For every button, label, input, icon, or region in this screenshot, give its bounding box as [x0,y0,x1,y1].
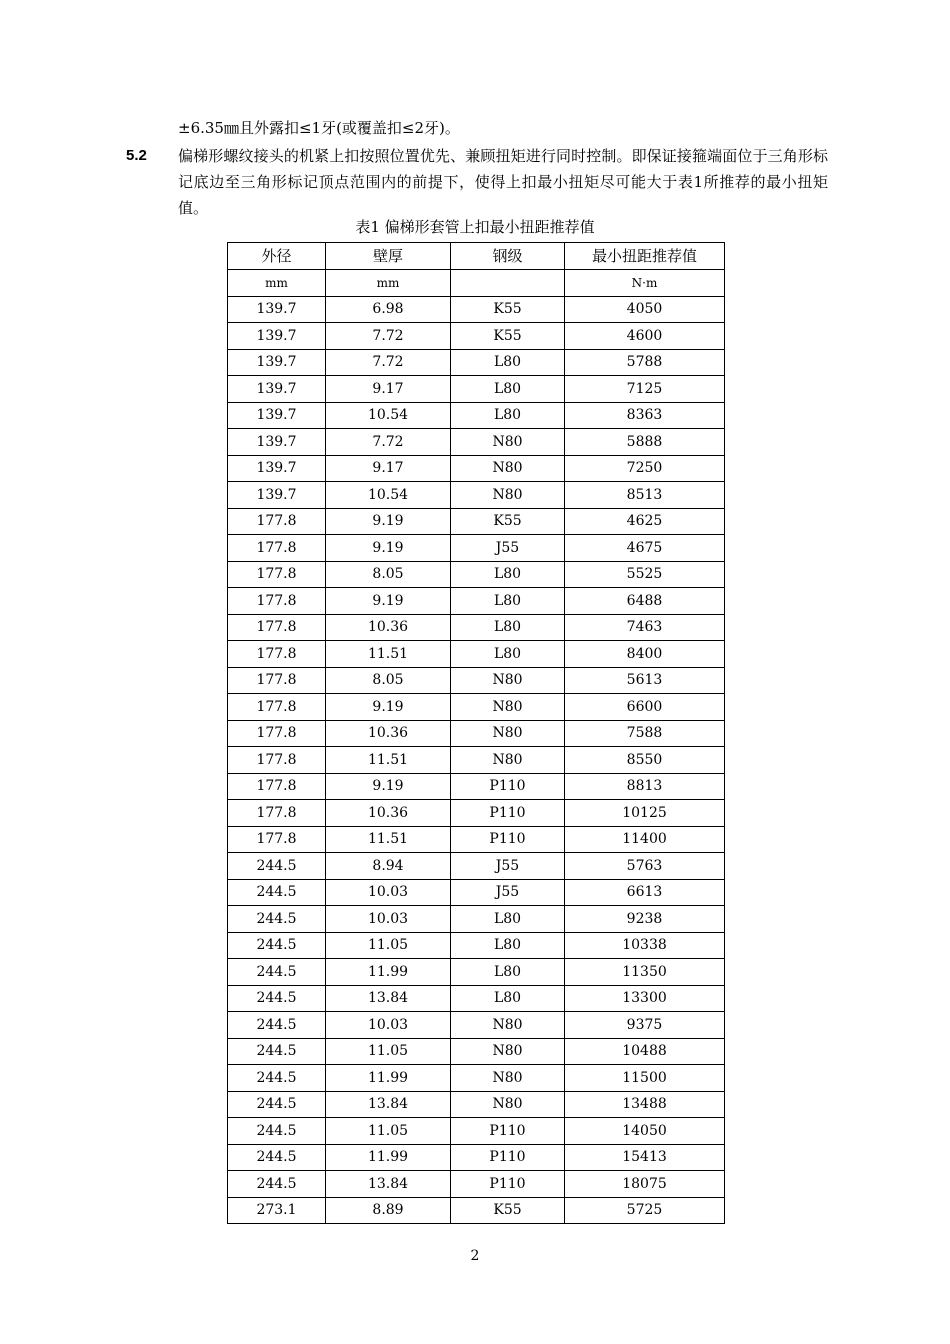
unit-outer-diameter: mm [228,270,326,297]
cell-outer-diameter: 244.5 [228,879,326,906]
cell-wall-thickness: 11.05 [326,1118,451,1145]
table-row [228,747,725,774]
cell-outer-diameter: 139.7 [228,296,326,323]
cell-steel-grade: L80 [451,349,565,376]
torque-table [227,242,725,1224]
cell-min-torque: 15413 [565,1144,725,1171]
table-row [228,906,725,933]
cell-wall-thickness: 10.03 [326,1012,451,1039]
table-row [228,455,725,482]
cell-outer-diameter: 244.5 [228,985,326,1012]
page-number: 2 [470,1248,480,1264]
cell-min-torque: 14050 [565,1118,725,1145]
table-row [228,588,725,615]
cell-steel-grade: N80 [451,1038,565,1065]
cell-steel-grade: P110 [451,773,565,800]
cell-wall-thickness: 8.05 [326,667,451,694]
cell-steel-grade: K55 [451,323,565,350]
cell-steel-grade: N80 [451,694,565,721]
cell-min-torque: 9375 [565,1012,725,1039]
cell-outer-diameter: 244.5 [228,1091,326,1118]
cell-outer-diameter: 177.8 [228,508,326,535]
table-row [228,349,725,376]
cell-wall-thickness: 9.17 [326,455,451,482]
table-row [228,1012,725,1039]
cell-outer-diameter: 244.5 [228,1118,326,1145]
cell-wall-thickness: 9.19 [326,508,451,535]
cell-min-torque: 11500 [565,1065,725,1092]
unit-steel-grade [451,270,565,297]
table-row [228,1038,725,1065]
header-wall-thickness: 壁厚 [326,243,451,270]
cell-min-torque: 4600 [565,323,725,350]
cell-steel-grade: L80 [451,959,565,986]
unit-wall-thickness: mm [326,270,451,297]
cell-wall-thickness: 9.17 [326,376,451,403]
cell-steel-grade: L80 [451,614,565,641]
cell-steel-grade: N80 [451,720,565,747]
cell-wall-thickness: 11.51 [326,747,451,774]
table-row [228,853,725,880]
cell-steel-grade: J55 [451,853,565,880]
cell-outer-diameter: 177.8 [228,588,326,615]
table-row [228,535,725,562]
cell-outer-diameter: 244.5 [228,959,326,986]
cell-outer-diameter: 139.7 [228,455,326,482]
table-row [228,376,725,403]
cell-min-torque: 5788 [565,349,725,376]
header-min-torque: 最小扭距推荐值 [565,243,725,270]
cell-outer-diameter: 139.7 [228,402,326,429]
table-row [228,1065,725,1092]
table-row [228,667,725,694]
cell-wall-thickness: 11.99 [326,1065,451,1092]
cell-wall-thickness: 11.99 [326,959,451,986]
cell-outer-diameter: 139.7 [228,323,326,350]
table-row [228,800,725,827]
cell-min-torque: 13488 [565,1091,725,1118]
cell-wall-thickness: 9.19 [326,588,451,615]
cell-steel-grade: K55 [451,508,565,535]
cell-outer-diameter: 177.8 [228,773,326,800]
section-5-2 [126,143,836,221]
cell-outer-diameter: 177.8 [228,747,326,774]
cell-min-torque: 10125 [565,800,725,827]
header-outer-diameter: 外径 [228,243,326,270]
cell-outer-diameter: 177.8 [228,694,326,721]
cell-outer-diameter: 139.7 [228,349,326,376]
cell-outer-diameter: 244.5 [228,1171,326,1198]
cell-steel-grade: P110 [451,1118,565,1145]
cell-min-torque: 8363 [565,402,725,429]
cell-min-torque: 6613 [565,879,725,906]
cell-steel-grade: L80 [451,906,565,933]
cell-min-torque: 7588 [565,720,725,747]
cell-wall-thickness: 9.19 [326,694,451,721]
cell-steel-grade: N80 [451,1091,565,1118]
cell-wall-thickness: 9.19 [326,773,451,800]
cell-min-torque: 4625 [565,508,725,535]
table-row [228,561,725,588]
section-text: 偏梯形螺纹接头的机紧上扣按照位置优先、兼顾扭矩进行同时控制。即保证接箍端面位于三角形标记底边至三角形标记顶点范围内的前提下，使得上扣最小扭矩尽可能大于表1所推荐的最小扭矩值。 [178,147,828,217]
cell-wall-thickness: 8.94 [326,853,451,880]
cell-min-torque: 7250 [565,455,725,482]
table-row [228,1118,725,1145]
table-row [228,1197,725,1224]
cell-steel-grade: P110 [451,1144,565,1171]
cell-steel-grade: P110 [451,800,565,827]
cell-min-torque: 11400 [565,826,725,853]
table-row [228,879,725,906]
cell-outer-diameter: 177.8 [228,667,326,694]
table-row [228,323,725,350]
table-header-row [228,243,725,270]
cell-min-torque: 6488 [565,588,725,615]
table-row [228,482,725,509]
cell-wall-thickness: 10.03 [326,879,451,906]
cell-steel-grade: L80 [451,376,565,403]
table-row [228,959,725,986]
cell-outer-diameter: 244.5 [228,1012,326,1039]
cell-steel-grade: P110 [451,1171,565,1198]
cell-outer-diameter: 177.8 [228,641,326,668]
cell-steel-grade: N80 [451,667,565,694]
table-row [228,508,725,535]
table-row [228,1144,725,1171]
cell-wall-thickness: 8.89 [326,1197,451,1224]
cell-min-torque: 8400 [565,641,725,668]
cell-steel-grade: P110 [451,826,565,853]
table-row [228,641,725,668]
cell-outer-diameter: 139.7 [228,429,326,456]
cell-steel-grade: N80 [451,1065,565,1092]
cell-outer-diameter: 177.8 [228,561,326,588]
cell-min-torque: 7125 [565,376,725,403]
table-row [228,1171,725,1198]
cell-outer-diameter: 273.1 [228,1197,326,1224]
cell-wall-thickness: 13.84 [326,985,451,1012]
cell-outer-diameter: 177.8 [228,535,326,562]
cell-min-torque: 8813 [565,773,725,800]
cell-steel-grade: L80 [451,932,565,959]
cell-wall-thickness: 11.99 [326,1144,451,1171]
cell-wall-thickness: 11.51 [326,641,451,668]
cell-wall-thickness: 11.05 [326,1038,451,1065]
cell-wall-thickness: 10.54 [326,482,451,509]
section-number: 5.2 [126,147,147,164]
cell-min-torque: 7463 [565,614,725,641]
cell-wall-thickness: 6.98 [326,296,451,323]
table-row [228,720,725,747]
cell-outer-diameter: 244.5 [228,1038,326,1065]
cell-wall-thickness: 13.84 [326,1171,451,1198]
cell-steel-grade: K55 [451,296,565,323]
cell-wall-thickness: 11.51 [326,826,451,853]
table-row [228,429,725,456]
cell-min-torque: 5613 [565,667,725,694]
cell-min-torque: 6600 [565,694,725,721]
cell-outer-diameter: 244.5 [228,1065,326,1092]
cell-min-torque: 13300 [565,985,725,1012]
cell-outer-diameter: 244.5 [228,906,326,933]
cell-steel-grade: N80 [451,1012,565,1039]
table-row [228,402,725,429]
cell-steel-grade: N80 [451,429,565,456]
cell-steel-grade: N80 [451,482,565,509]
cell-wall-thickness: 13.84 [326,1091,451,1118]
cell-outer-diameter: 244.5 [228,932,326,959]
table-row [228,614,725,641]
cell-steel-grade: N80 [451,747,565,774]
table-row [228,932,725,959]
cell-outer-diameter: 177.8 [228,614,326,641]
cell-steel-grade: N80 [451,455,565,482]
cell-wall-thickness: 10.54 [326,402,451,429]
cell-min-torque: 8513 [565,482,725,509]
cell-wall-thickness: 10.36 [326,800,451,827]
cell-steel-grade: L80 [451,588,565,615]
cell-min-torque: 5525 [565,561,725,588]
cell-min-torque: 10338 [565,932,725,959]
cell-wall-thickness: 10.03 [326,906,451,933]
table-caption: 表1 偏梯形套管上扣最小扭距推荐值 [355,218,595,236]
cell-min-torque: 18075 [565,1171,725,1198]
paragraph-continuation: ±6.35㎜且外露扣≤1牙(或覆盖扣≤2牙)。 [178,119,460,137]
table-row [228,985,725,1012]
cell-steel-grade: L80 [451,641,565,668]
cell-wall-thickness: 9.19 [326,535,451,562]
unit-min-torque: N·m [565,270,725,297]
cell-min-torque: 11350 [565,959,725,986]
cell-wall-thickness: 10.36 [326,614,451,641]
cell-wall-thickness: 8.05 [326,561,451,588]
cell-steel-grade: J55 [451,535,565,562]
cell-min-torque: 5763 [565,853,725,880]
cell-wall-thickness: 7.72 [326,349,451,376]
cell-steel-grade: L80 [451,985,565,1012]
cell-wall-thickness: 7.72 [326,323,451,350]
cell-steel-grade: K55 [451,1197,565,1224]
cell-min-torque: 4675 [565,535,725,562]
cell-steel-grade: L80 [451,561,565,588]
cell-min-torque: 4050 [565,296,725,323]
table-unit-row [228,270,725,297]
cell-steel-grade: L80 [451,402,565,429]
table-row [228,773,725,800]
table-row [228,826,725,853]
cell-outer-diameter: 139.7 [228,482,326,509]
cell-wall-thickness: 7.72 [326,429,451,456]
cell-outer-diameter: 177.8 [228,826,326,853]
cell-min-torque: 9238 [565,906,725,933]
table-row [228,694,725,721]
cell-outer-diameter: 177.8 [228,800,326,827]
cell-outer-diameter: 244.5 [228,853,326,880]
header-steel-grade: 钢级 [451,243,565,270]
cell-steel-grade: J55 [451,879,565,906]
cell-min-torque: 5725 [565,1197,725,1224]
cell-min-torque: 8550 [565,747,725,774]
cell-outer-diameter: 177.8 [228,720,326,747]
table-row [228,296,725,323]
cell-outer-diameter: 244.5 [228,1144,326,1171]
cell-min-torque: 5888 [565,429,725,456]
cell-wall-thickness: 10.36 [326,720,451,747]
cell-outer-diameter: 139.7 [228,376,326,403]
cell-min-torque: 10488 [565,1038,725,1065]
cell-wall-thickness: 11.05 [326,932,451,959]
table-row [228,1091,725,1118]
